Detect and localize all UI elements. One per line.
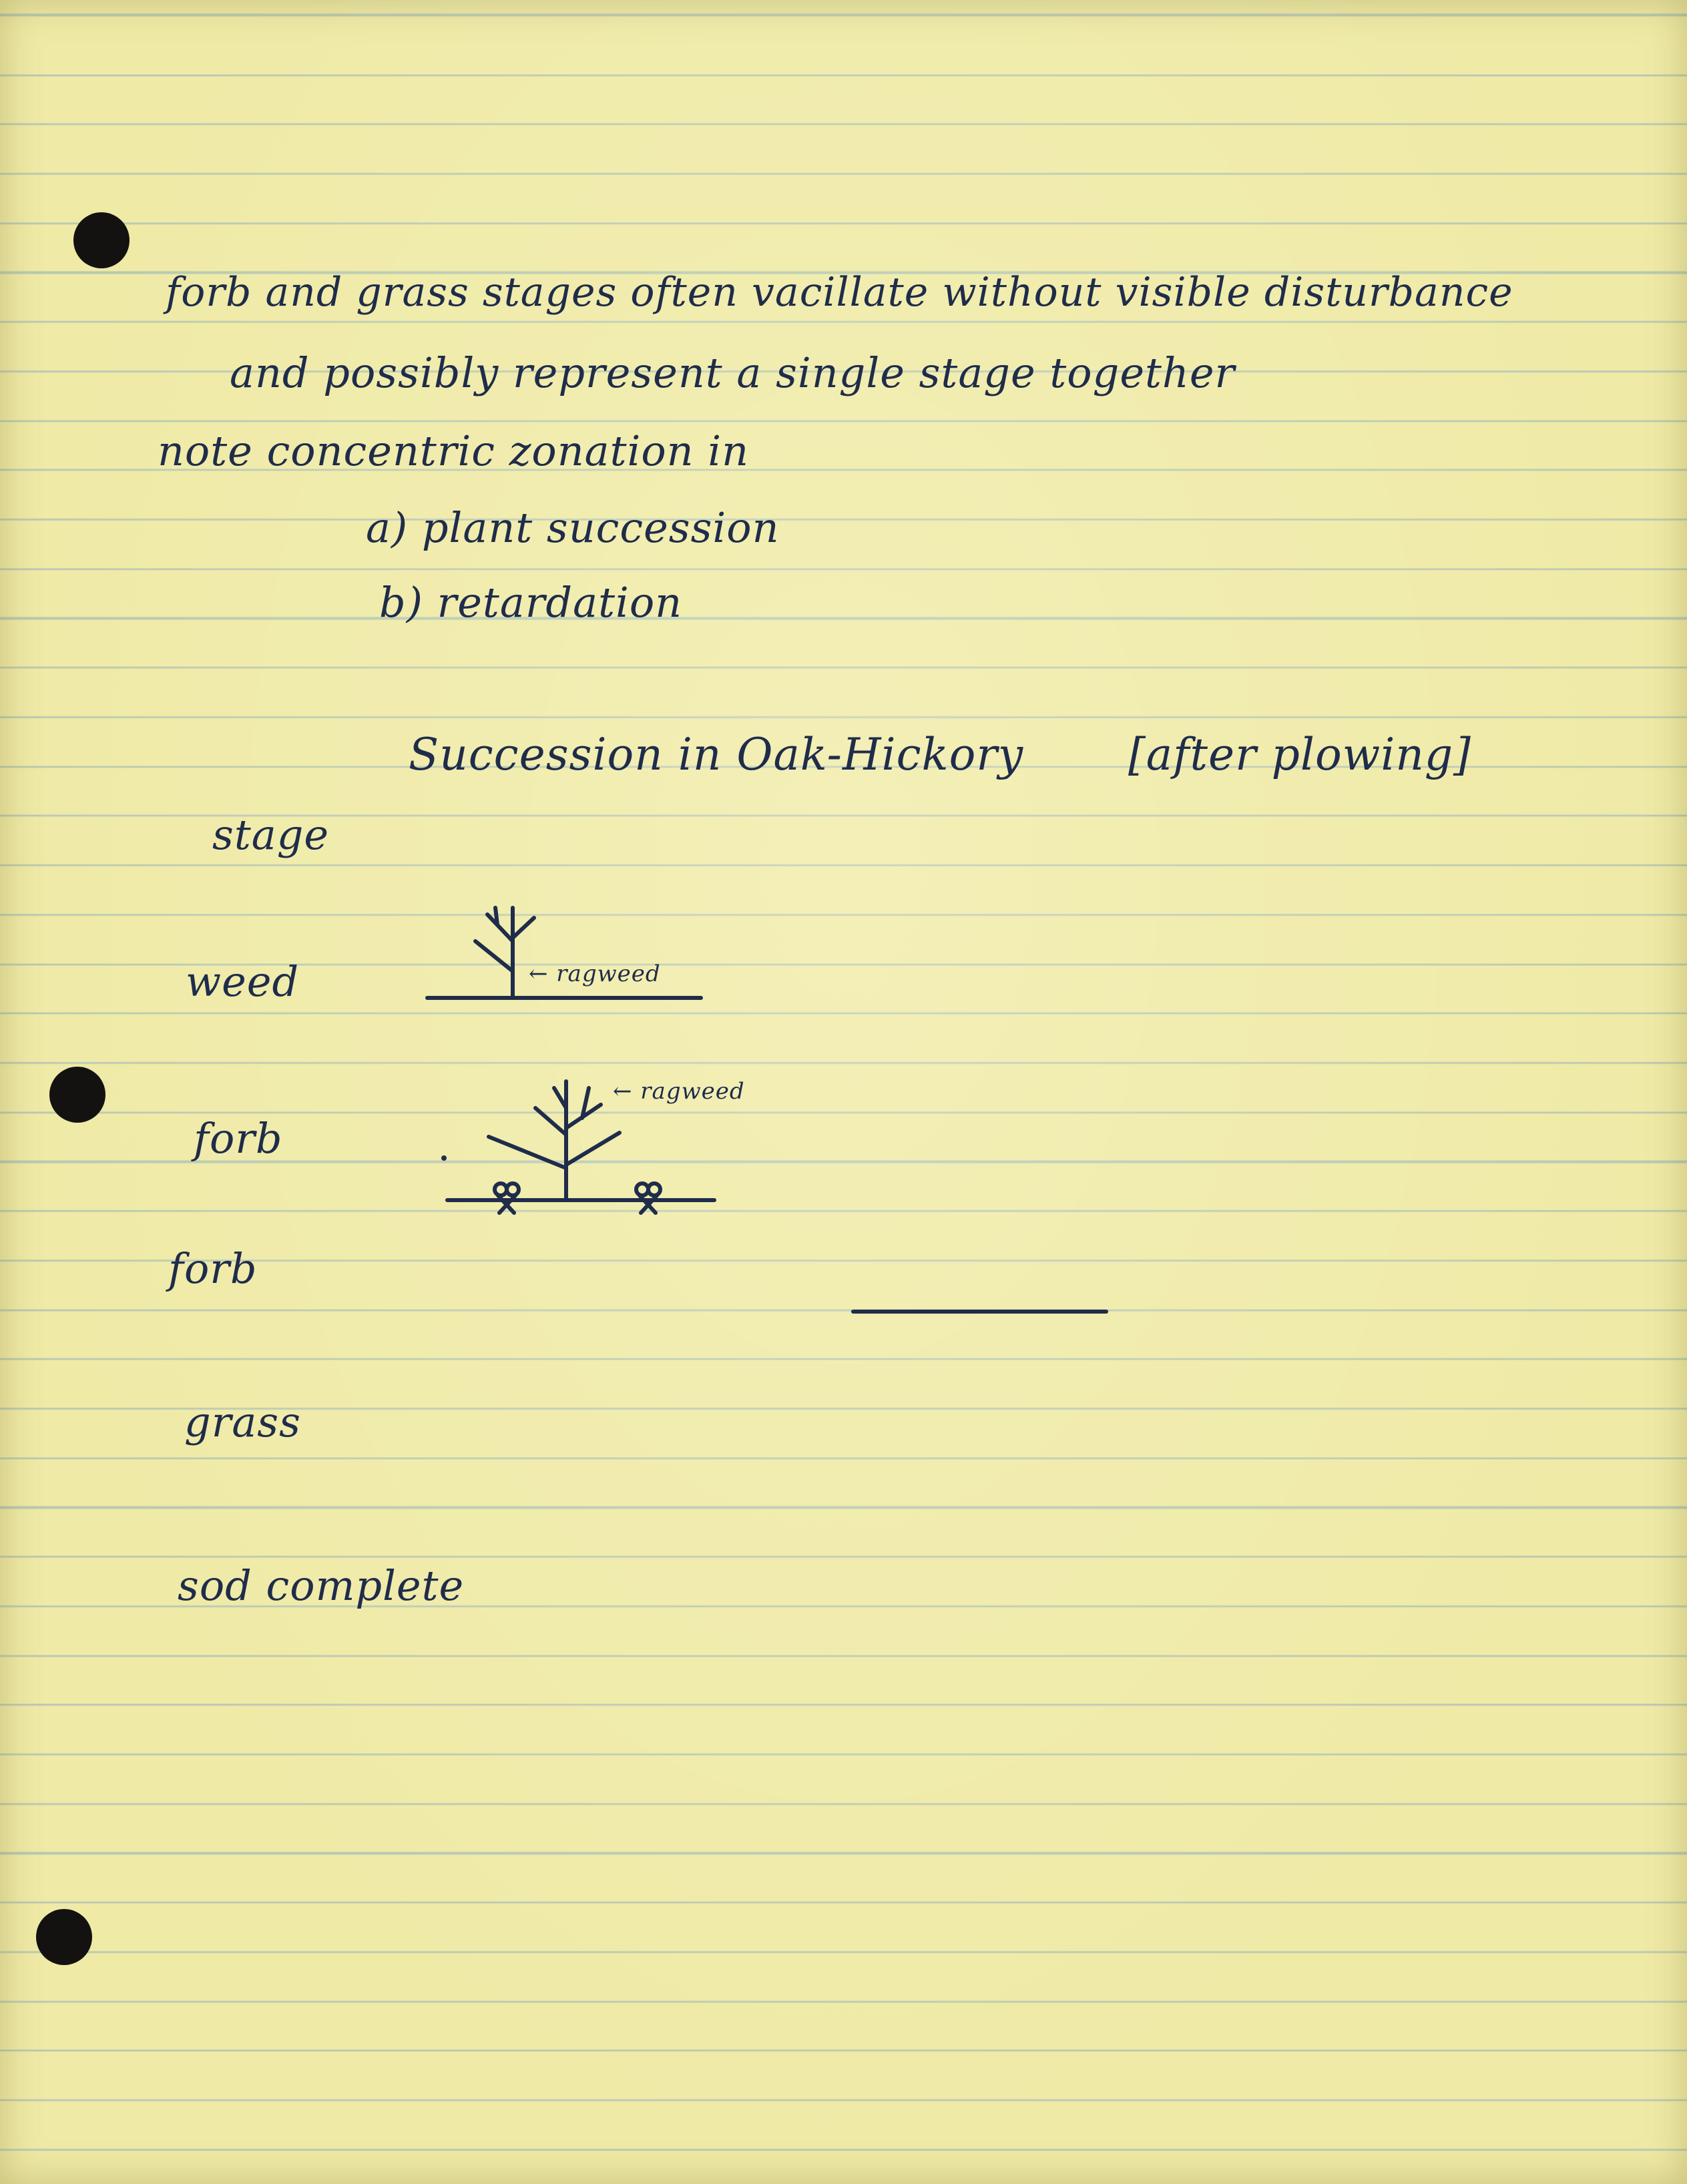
section-heading: Succession in Oak-Hickory bbox=[409, 729, 1024, 780]
stage-column-header: stage bbox=[212, 810, 330, 859]
binder-hole-top bbox=[73, 212, 130, 268]
forb-ragweed-label: ← ragweed bbox=[613, 1078, 745, 1105]
stage-label-grass: grass bbox=[184, 1398, 301, 1446]
note-line-3: note concentric zonation in bbox=[158, 427, 750, 475]
section-heading-note: [after plowing] bbox=[1128, 729, 1471, 780]
stage-label-weed: weed bbox=[186, 957, 300, 1006]
stage-label-sod-complete: sod complete bbox=[178, 1561, 465, 1610]
note-item-a: a) plant succession bbox=[366, 503, 780, 552]
binder-hole-bottom bbox=[36, 1909, 92, 1965]
ink-rule-line bbox=[851, 1310, 1108, 1314]
note-line-2: and possibly represent a single stage together bbox=[230, 348, 1236, 397]
weed-stage-sketch bbox=[421, 894, 728, 1015]
note-item-b: b) retardation bbox=[379, 578, 683, 627]
stage-label-forb-2: forb bbox=[168, 1244, 258, 1293]
weed-ragweed-label: ← ragweed bbox=[529, 961, 661, 987]
stage-label-forb-1: forb bbox=[194, 1114, 283, 1163]
note-line-1: forb and grass stages often vacillate without visible disturbance bbox=[166, 269, 1513, 316]
binder-hole-middle bbox=[49, 1067, 105, 1123]
